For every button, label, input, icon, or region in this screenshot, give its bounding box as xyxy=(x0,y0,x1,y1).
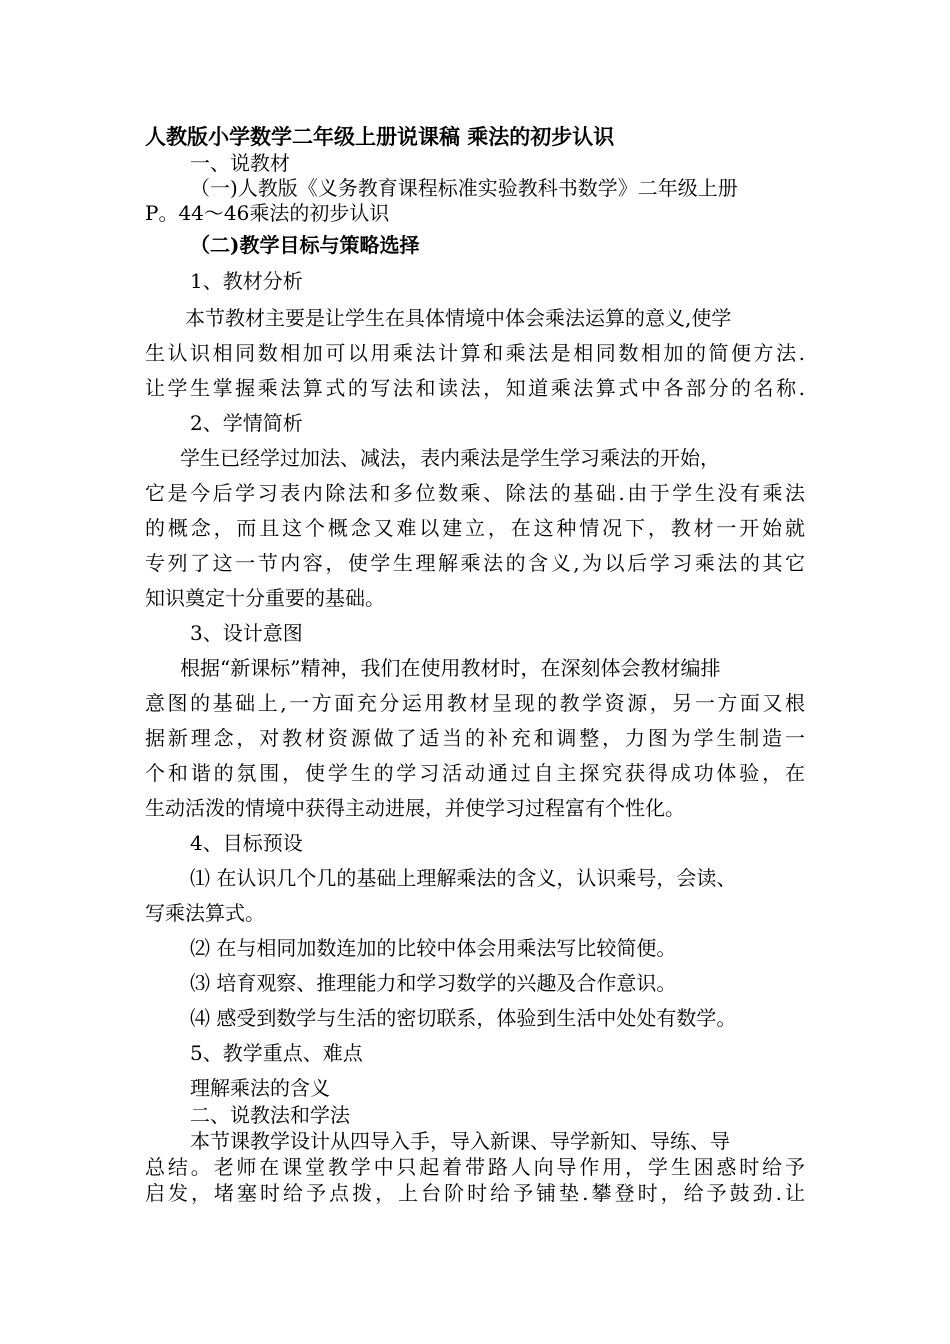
paragraph-line: 的概念，而且这个概念又难以建立，在这种情况下，教材一开始就 xyxy=(145,516,805,540)
paragraph-line: 根据“新课标”精神，我们在使用教材时，在深刻体会教材编排 xyxy=(180,656,721,680)
paragraph-line: 让学生掌握乘法算式的写法和读法，知道乘法算式中各部分的名称. xyxy=(145,376,805,400)
paragraph-line: 据新理念，对教材资源做了适当的补充和调整，力图为学生制造一 xyxy=(145,726,805,750)
objective-item: ⑴ 在认识几个几的基础上理解乘法的含义，认识乘号，会读、 xyxy=(190,866,737,890)
item-heading: 1、教材分析 xyxy=(190,269,303,293)
paragraph-line: 总结。老师在课堂教学中只起着带路人向导作用，学生困惑时给予 xyxy=(145,1155,805,1179)
paragraph-line: 它是今后学习表内除法和多位数乘、除法的基础.由于学生没有乘法 xyxy=(145,481,805,505)
paragraph-line: （一)人教版《义务教育课程标准实验教科书数学》二年级上册 xyxy=(190,176,738,200)
objective-item: ⑵ 在与相同加数连加的比较中体会用乘法写比较简便。 xyxy=(190,936,677,960)
item-heading: 3、设计意图 xyxy=(190,621,303,645)
objective-item: ⑷ 感受到数学与生活的密切联系，体验到生活中处处有数学。 xyxy=(190,1006,737,1030)
objective-item-continued: 写乘法算式。 xyxy=(145,901,265,925)
paragraph-line: 理解乘法的含义 xyxy=(190,1076,330,1100)
section-heading: 一、说教材 xyxy=(190,151,290,175)
document-title: 人教版小学数学二年级上册说课稿 乘法的初步认识 xyxy=(145,124,615,149)
section-heading: 二、说教法和学法 xyxy=(190,1103,350,1127)
item-heading: 2、学情简析 xyxy=(190,411,303,435)
subsection-heading: （二)教学目标与策略选择 xyxy=(190,233,420,257)
paragraph-line: 意图的基础上,一方面充分运用教材呈现的教学资源，另一方面又根 xyxy=(145,691,805,715)
item-heading: 5、教学重点、难点 xyxy=(190,1041,363,1065)
paragraph-line: 本节课教学设计从四导入手，导入新课、导学新知、导练、导 xyxy=(190,1129,730,1153)
paragraph-line: 个和谐的氛围，使学生的学习活动通过自主探究获得成功体验，在 xyxy=(145,761,805,785)
paragraph-line: 启发，堵塞时给予点拨，上台阶时给予铺垫.攀登时，给予鼓劲.让 xyxy=(145,1181,805,1205)
paragraph-line: 知识奠定十分重要的基础。 xyxy=(145,586,385,610)
objective-item: ⑶ 培育观察、推理能力和学习数学的兴趣及合作意识。 xyxy=(190,971,677,995)
paragraph-line: 专列了这一节内容，使学生理解乘法的含义,为以后学习乘法的其它 xyxy=(145,551,805,575)
paragraph-line: 学生已经学过加法、减法，表内乘法是学生学习乘法的开始， xyxy=(180,446,720,470)
paragraph-line: 生认识相同数相加可以用乘法计算和乘法是相同数相加的简便方法. xyxy=(145,341,805,365)
item-heading: 4、目标预设 xyxy=(190,831,303,855)
paragraph-line: 本节教材主要是让学生在具体情境中体会乘法运算的意义,使学 xyxy=(185,306,732,330)
paragraph-line: P。44～46乘法的初步认识 xyxy=(145,201,390,225)
paragraph-line: 生动活泼的情境中获得主动进展，并使学习过程富有个性化。 xyxy=(145,796,685,820)
